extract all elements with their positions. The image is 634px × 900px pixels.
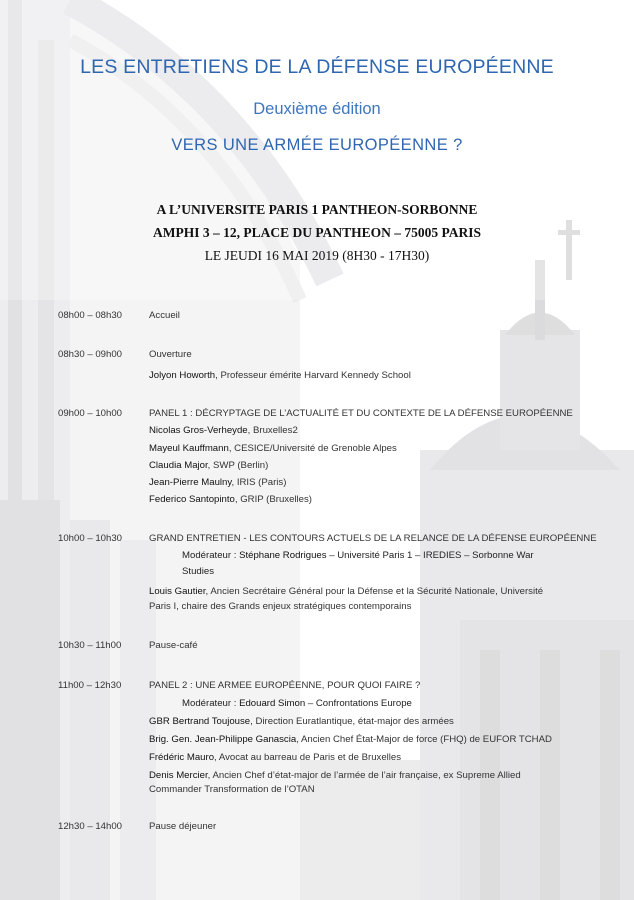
speaker-name: Mayeul Kauffmann	[149, 443, 229, 454]
session-label: PANEL 2 : UNE ARMEE EUROPÉENNE, POUR QUOI FAIRE ?	[149, 680, 421, 691]
speaker-role: , Professeur émérite Harvard Kennedy School	[215, 370, 411, 381]
speaker-role: , Bruxelles2	[247, 425, 298, 436]
time-slot: 11h00 – 12h30	[58, 680, 122, 691]
time-slot: 12h30 – 14h00	[58, 821, 123, 832]
speaker-name: Claudia Major	[149, 460, 208, 471]
moderator-role: – Université Paris 1 – IREDIES – Sorbonne War	[326, 550, 534, 561]
moderator-name: Edouard Simon	[239, 698, 306, 709]
moderator-name: Stéphane Rodrigues	[239, 550, 327, 561]
speaker-name: Frédéric Mauro	[149, 752, 215, 763]
moderator-role: – Confrontations Europe	[305, 698, 412, 709]
event-edition: Deuxième édition	[253, 100, 381, 118]
speaker-role: , Ancien Chef d’état-major de l’armée de l’air française, ex Supreme Allied	[207, 770, 521, 781]
event-title: LES ENTRETIENS DE LA DÉFENSE EUROPÉENNE	[80, 56, 554, 78]
speaker-role: , Ancien Secrétaire Général pour la Défense et la Sécurité Nationale, Université	[205, 586, 544, 597]
address-line: AMPHI 3 – 12, PLACE DU PANTHEON – 75005 PARIS	[152, 225, 481, 240]
moderator-prefix: Modérateur :	[182, 698, 240, 709]
date-line: LE JEUDI 16 MAI 2019 (8H30 - 17H30)	[204, 248, 430, 263]
speaker-name: Federico Santopinto	[149, 494, 235, 505]
speaker-name: GBR Bertrand Toujouse	[149, 716, 251, 727]
session-label: PANEL 1 : DÉCRYPTAGE DE L’ACTUALITÉ ET DU CONTEXTE DE LA DÉFENSE EUROPÉENNE	[149, 408, 573, 419]
session-label: Pause déjeuner	[149, 821, 217, 832]
venue-line: A L’UNIVERSITE PARIS 1 PANTHEON-SORBONNE	[156, 202, 478, 217]
time-slot: 08h30 – 09h00	[58, 349, 123, 360]
speaker-name: Denis Mercier	[149, 770, 208, 781]
moderator-line-cont: Studies	[182, 566, 214, 577]
speaker-role: , Avocat au barreau de Paris et de Bruxelles	[214, 752, 402, 763]
speaker-role: , Direction Euratlantique, état-major des armées	[250, 716, 454, 727]
speaker-name: Louis Gautier	[149, 586, 206, 597]
session-label: Pause-café	[149, 640, 198, 651]
speaker-name: Brig. Gen. Jean-Philippe Ganascia	[149, 734, 297, 745]
time-slot: 10h30 – 11h00	[58, 640, 122, 651]
time-slot: 08h00 – 08h30	[58, 310, 123, 321]
session-label: Ouverture	[149, 349, 192, 360]
moderator-line	[182, 550, 534, 562]
moderator-line	[182, 698, 412, 710]
speaker-role: , GRIP (Bruxelles)	[234, 494, 312, 505]
session-label: GRAND ENTRETIEN - LES CONTOURS ACTUELS DE LA RELANCE DE LA DÉFENSE EUROPÉENNE	[149, 533, 597, 544]
time-slot: 09h00 – 10h00	[58, 408, 123, 419]
speaker-name: Nicolas Gros-Verheyde	[149, 425, 248, 436]
speaker-role: , SWP (Berlin)	[207, 460, 269, 471]
speaker-role: , IRIS (Paris)	[231, 477, 287, 488]
speaker-role: , CESICE/Université de Grenoble Alpes	[228, 443, 397, 454]
moderator-prefix: Modérateur :	[182, 550, 240, 561]
event-theme: VERS UNE ARMÉE EUROPÉENNE ?	[171, 136, 463, 154]
speaker-name: Jean-Pierre Maulny	[149, 477, 232, 488]
speaker-role: , Ancien Chef État-Major de force (FHQ) de EUFOR TCHAD	[296, 734, 552, 745]
speaker-name: Jolyon Howorth	[149, 370, 216, 381]
program-document: LES ENTRETIENS DE LA DÉFENSE EUROPÉENNE Deuxième édition VERS UNE ARMÉE EUROPÉENNE ? A L’UNIVERSITE PARIS 1 PANTHEON-SORBONNE AMPHI 3 – 12, PLACE DU PANTHEON – 75005 PARIS LE JEUDI 16 MAI 2019 (8H30 - 17H30) 08h00 – 08h30 Accueil 08h30 – 09h00 Ouverture Jolyon Howorth, Professeur émérite Harvard Kennedy School 09h00 – 10h00 PANEL 1 : DÉCRYPTAGE DE L’ACTUALITÉ ET DU CONTEXTE DE LA DÉFENSE EUROPÉENNE Nicolas Gros-Verheyde, Bruxelles2 Mayeul Kauffmann, CESICE/Université de Grenoble Alpes Claudia Major, SWP (Berlin) Jean-Pierre Maulny, IRIS (Paris) Federico Santopinto, GRIP (Bruxelles) 10h00 – 10h30 GRAND ENTRETIEN - LES CONTOURS ACTUELS DE LA RELANCE DE LA DÉFENSE EUROPÉENNE Modérateur : Stéphane Rodrigues – Université Paris 1 – IREDIES – Sorbonne War Studies Louis Gautier, Ancien Secrétaire Général pour la Défense et la Sécurité Nationale, Université Paris I, chaire des Grands enjeux stratégiques contemporains 10h30 – 11h00 Pause-café 11h00 – 12h30 PANEL 2 : UNE ARMEE EUROPÉENNE, POUR QUOI FAIRE ? Modérateur : Edouard Simon – Confrontations Europe GBR Bertrand Toujouse, Direction Euratlantique, état-major des armées Brig. Gen. Jean-Philippe Ganascia, Ancien Chef État-Major de force (FHQ) de EUFOR TCHAD Frédéric Mauro, Avocat au barreau de Paris et de Bruxelles Denis Mercier, Ancien Chef d’état-major de l’armée de l’air française, ex Supreme Allied Commander Transformation de l’OTAN 12h30 – 14h00 Pause déjeuner	[0, 0, 634, 900]
time-slot: 10h00 – 10h30	[58, 533, 123, 544]
session-label: Accueil	[149, 310, 180, 321]
